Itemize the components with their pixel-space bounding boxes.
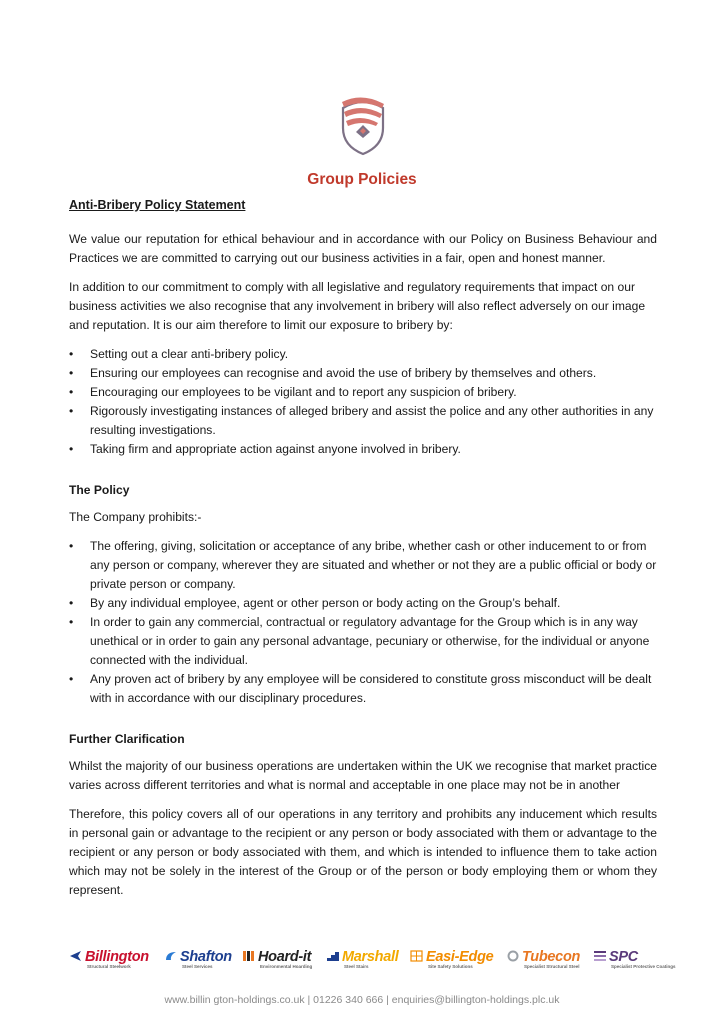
- brand-name: Marshall: [342, 949, 399, 965]
- grid-icon: [410, 950, 424, 962]
- list-item-text: Setting out a clear anti-bribery policy.: [90, 347, 289, 361]
- paragraph-policy-intro: The Company prohibits:-: [69, 510, 202, 524]
- bullet-icon: •: [69, 366, 74, 380]
- swirl-icon: [164, 950, 178, 962]
- stairs-icon: [326, 950, 340, 962]
- group-brands-strip: [69, 948, 676, 978]
- brand-tagline: Environmental Hoarding: [260, 964, 313, 969]
- brand-billington: [69, 948, 149, 969]
- policy-content: [69, 196, 657, 910]
- list-item-text: In order to gain any commercial, contractual or regulatory advantage for the Group which is in any way unethical or in order to gain any personal advantage, pecuniary or otherwise, for the individual or anyone connected with the individual.: [90, 615, 650, 667]
- brand-tagline: Specialist Structural Steel: [524, 964, 580, 969]
- page-title: Group Policies: [307, 171, 417, 188]
- brand-name: Easi-Edge: [426, 949, 494, 965]
- list-item-text: Rigorously investigating instances of alleged bribery and assist the police and any other authorities in any resulting investigations.: [90, 404, 654, 437]
- brand-name: SPC: [609, 949, 638, 965]
- list-item-text: Encouraging our employees to be vigilant and to report any suspicion of bribery.: [90, 385, 517, 399]
- brand-name: Shafton: [180, 949, 232, 965]
- brand-tagline: Structural Steelwork: [87, 964, 131, 969]
- bullet-icon: •: [69, 672, 74, 686]
- brand-marshall: [326, 948, 398, 969]
- section-heading-clarification: Further Clarification: [69, 732, 185, 746]
- ring-icon: [506, 950, 520, 962]
- brand-name: Tubecon: [522, 949, 581, 965]
- arrow-icon: [69, 950, 83, 962]
- list-item: [69, 345, 657, 364]
- brand-name: Billington: [85, 949, 149, 965]
- brand-tagline: Steel Stairs: [344, 964, 369, 969]
- list-item-text: Taking firm and appropriate action against anyone involved in bribery.: [90, 442, 461, 456]
- paragraph-clarification-1: Whilst the majority of our business operations are undertaken within the UK we recognise that market practice varies across different territories and what is normal and acceptable in one place may not be in another: [69, 759, 657, 792]
- list-item: [69, 364, 657, 383]
- stripes-icon: [593, 950, 607, 962]
- bullet-icon: •: [69, 347, 74, 361]
- brand-tubecon: [506, 948, 580, 969]
- brand-name: Hoard-it: [258, 949, 312, 965]
- list-item: [69, 402, 657, 440]
- brand-shafton: [164, 948, 232, 969]
- list-item-text: The offering, giving, solicitation or acceptance of any bribe, whether cash or other inducement to or from any person or company, wherever they are situated and whether or not they are a public official or body or private person or company.: [90, 539, 657, 591]
- brand-tagline: Site Safety Solutions: [428, 964, 473, 969]
- bullet-icon: •: [69, 615, 74, 629]
- bullet-icon: •: [69, 539, 74, 553]
- bullet-icon: •: [69, 385, 74, 399]
- paragraph-intro-2: In addition to our commitment to comply with all legislative and regulatory requirements that impact on our business activities we also recognise that any involvement in bribery will also reflect adversely on our image and reputation. It is our aim therefore to limit our exposure to bribery by:: [69, 280, 646, 332]
- bullet-icon: •: [69, 404, 74, 418]
- list-item: [69, 383, 657, 402]
- list-item: [69, 613, 657, 670]
- brand-tagline: Specialist Protective Coatings: [611, 964, 676, 969]
- paragraph-intro-1: We value our reputation for ethical behaviour and in accordance with our Policy on Business Behaviour and Practices we are committed to carrying out our business activities in a fair, open and honest manner.: [69, 232, 657, 265]
- brand-spc: [593, 948, 676, 969]
- bullet-icon: •: [69, 442, 74, 456]
- list-item-text: Ensuring our employees can recognise and avoid the use of bribery by themselves and others.: [90, 366, 597, 380]
- prohibitions-list: [69, 537, 657, 708]
- shield-logo-icon: [340, 94, 386, 156]
- section-heading-anti-bribery: Anti-Bribery Policy Statement: [69, 198, 246, 212]
- list-item-text: Any proven act of bribery by any employee will be considered to constitute gross misconduct will be dealt with in accordance with our disciplinary procedures.: [90, 672, 652, 705]
- list-item: [69, 440, 657, 459]
- section-heading-policy: The Policy: [69, 483, 130, 497]
- paragraph-clarification-2: Therefore, this policy covers all of our operations in any territory and prohibits any inducement which results in personal gain or advantage to the recipient or any person or body associated with them or advantage to the recipient or any person or body associated with them, and which is intended to influence them to take action which may not be solely in the interest of the Group or of the person or body employing them or whom they represent.: [69, 807, 657, 897]
- brand-easi-edge: [410, 948, 493, 969]
- aims-list: [69, 345, 657, 459]
- brand-hoard-it: [242, 948, 312, 969]
- list-item: [69, 594, 657, 613]
- bullet-icon: •: [69, 596, 74, 610]
- list-item-text: By any individual employee, agent or other person or body acting on the Group’s behalf.: [90, 596, 561, 610]
- bars-icon: [242, 950, 256, 962]
- list-item: [69, 670, 657, 708]
- list-item: [69, 537, 657, 594]
- footer-contact: www.billin gton-holdings.co.uk | 01226 340 666 | enquiries@billington-holdings.plc.uk: [164, 994, 560, 1006]
- brand-tagline: Steel Services: [182, 964, 213, 969]
